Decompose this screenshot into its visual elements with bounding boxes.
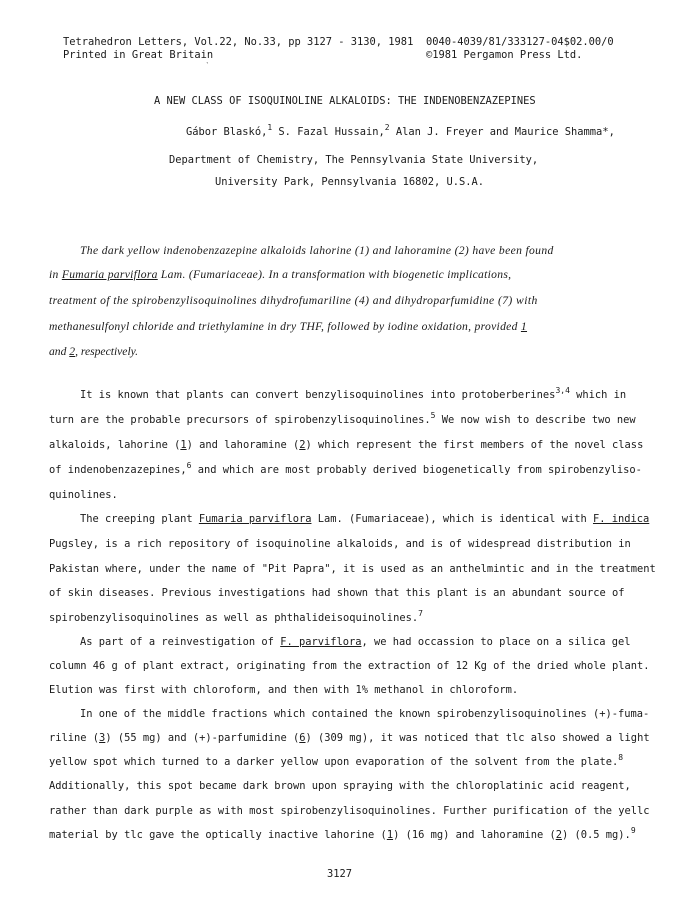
- ref-9: 9: [630, 826, 636, 835]
- body-p1-line-5: quinolines.: [49, 489, 118, 501]
- ref-5: 5: [430, 411, 436, 420]
- abstract-line-1: The dark yellow indenobenzazepine alkaloids lahorine (1) and lahoramine (2) have been found: [80, 244, 554, 257]
- body-p4-line-5: rather than dark purple as with most spirobenzylisoquinolines. Further purification of the yellc: [49, 805, 650, 817]
- abstract-line-4: methanesulfonyl chloride and triethylamine in dry THF, followed by iodine oxidation, provided 1: [49, 320, 528, 333]
- abstract-line-5: and 2, respectively.: [49, 345, 139, 358]
- body-p4-line-1: In one of the middle fractions which contained the known spirobenzylisoquinolines (+)-fuma-: [80, 708, 650, 720]
- body-p4-line-6: material by tlc gave the optically inactive lahorine (1) (16 mg) and lahoramine (2) (0.5 mg).$^9$: [49, 826, 636, 841]
- body-p1-line-2: turn are the probable precursors of spirobenzylisoquinolines.$^5$ We now wish to describe two new: [49, 411, 636, 426]
- species-name: Fumaria parviflora: [198, 513, 312, 525]
- body-p2-line-2: Pugsley, is a rich repository of isoquinoline alkaloids, and is of widespread distribution in: [49, 538, 631, 550]
- species-indica: F. indica: [592, 513, 650, 525]
- body-p2-line-3: Pakistan where, under the name of "Pit Papra", it is used as an anthelmintic and in the treatment: [49, 563, 656, 575]
- copyright-line: ©1981 Pergamon Press Ltd.: [426, 49, 583, 61]
- body-p3-line-1: As part of a reinvestigation of F. parviflora, we had occassion to place on a silica gel: [80, 636, 631, 648]
- author-list: [186, 123, 615, 139]
- body-p4-line-2: riline (3) (55 mg) and (+)-parfumidine (6) (309 mg), it was noticed that tlc also showed a light: [49, 732, 650, 744]
- journal-citation: Tetrahedron Letters, Vol.22, No.33, pp 3127 - 3130, 1981: [63, 36, 414, 48]
- ref-1: 1: [267, 123, 273, 132]
- ref-3-4: 3,4: [555, 386, 570, 395]
- author-freyer-shamma: Alan J. Freyer and Maurice Shamma*,: [395, 126, 615, 138]
- body-p2-line-5: spirobenzylisoquinolines as well as phthalideisoquinolines.$^7$: [49, 609, 423, 624]
- body-p4-line-3: yellow spot which turned to a darker yellow upon evaporation of the solvent from the plate.$^8$: [49, 753, 624, 768]
- affiliation-line-1: Department of Chemistry, The Pennsylvania State University,: [169, 154, 539, 166]
- body-p2-line-4: of skin diseases. Previous investigations had shown that this plant is an abundant source of: [49, 587, 625, 599]
- ref-7: 7: [418, 609, 423, 618]
- body-p2-line-1: The creeping plant Fumaria parviflora Lam. (Fumariaceae), which is identical with F. indica: [80, 513, 650, 525]
- issn-code: 0040-4039/81/333127-04$02.00/0: [426, 36, 614, 48]
- compound-1: 1: [520, 320, 528, 333]
- body-p1-line-1: It is known that plants can convert benzylisoquinolines into protoberberines$^{3,4}$ which in: [80, 386, 627, 401]
- author-hussain: S. Fazal Hussain,: [278, 126, 385, 138]
- ref-8: 8: [618, 753, 624, 762]
- affiliation-line-2: University Park, Pennsylvania 16802, U.S.A.: [215, 176, 484, 188]
- page-number: 3127: [327, 868, 353, 880]
- body-p4-line-4: Additionally, this spot became dark brown upon spraying with the chloroplatinic acid reagent,: [49, 780, 631, 792]
- body-p3-line-2: column 46 g of plant extract, originating from the extraction of 12 Kg of the dried whole plant.: [49, 660, 650, 672]
- author-blasko: Gábor Blaskó,: [186, 126, 268, 138]
- body-p3-line-3: Elution was first with chloroform, and then with 1% methanol in chloroform.: [49, 684, 519, 696]
- compound-2: 2: [69, 345, 76, 358]
- abstract-line-3: treatment of the spirobenzylisoquinolines dihydrofumariline (4) and dihydroparfumidine (7) with: [49, 294, 538, 307]
- body-p1-line-3: alkaloids, lahorine (1) and lahoramine (2) which represent the first members of the novel class: [49, 439, 644, 451]
- stray-mark: ˋ: [205, 62, 211, 72]
- paper-title: A NEW CLASS OF ISOQUINOLINE ALKALOIDS: THE INDENOBENZAZEPINES: [154, 95, 536, 107]
- printed-in: Printed in Great Britain: [63, 49, 214, 61]
- ref-6: 6: [186, 461, 192, 470]
- abstract-line-2: in Fumaria parviflora Lam. (Fumariaceae). In a transformation with biogenetic implications,: [49, 268, 512, 281]
- body-p1-line-4: of indenobenzazepines,$^6$ and which are most probably derived biogenetically from spirobenzyliso-: [49, 461, 642, 476]
- genus-name: Fumaria parviflora: [61, 268, 158, 281]
- ref-2: 2: [384, 123, 390, 132]
